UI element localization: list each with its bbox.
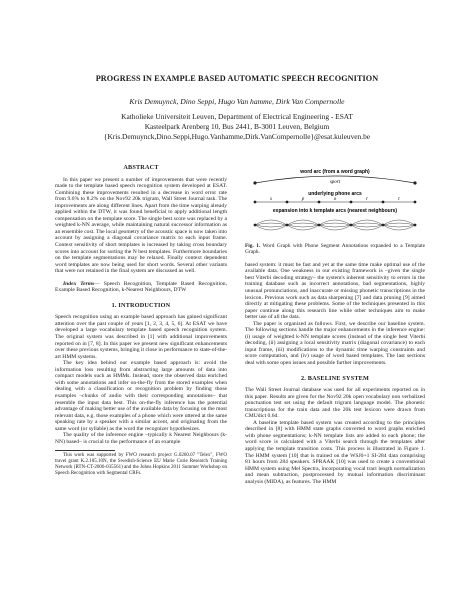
- phone-node: [350, 201, 353, 204]
- index-terms: [55, 281, 227, 294]
- affiliation-line-1: Katholieke Universiteit Leuven, Department of Electrical Engineering - ESAT: [121, 112, 353, 121]
- word-node-end: [413, 181, 416, 184]
- phone-node: [254, 201, 257, 204]
- footnote-rule: [55, 450, 115, 451]
- phone-p: p: [301, 197, 305, 202]
- intro-paragraph-3: The quality of the inference engine –typically k Nearest Neighbours (k-NN) based– is crucial to the performance of an example: [55, 432, 227, 445]
- phone-node: [414, 201, 417, 204]
- figure-1: [245, 167, 425, 241]
- intro-paragraph-2: The key idea behind our example based approach is: avoid the information loss resulting from abstracting large amounts of data into compact models such as HMMs. Instead, store the observed data enriched with some annotations and infer on-the-fly from the stored examples when dealing with a classification or recognition problem by finding those examples –chunks of audio with their corresponding annotations– that resemble the input data best. This on-the-fly inference has the potential advantage of making better use of the available data by focusing on the most relevant data, e.g. those examples of a phone which were uttered at the same speaking rate by a speaker with a similar accent, and originating from the same word (or syllable) as the word the recognizer hypothesizes.: [55, 360, 227, 432]
- index-terms-text: — Speech Recognition, Template Based Recognition, Example Based Recognition, k-Nearest Neighbours, DTW: [55, 280, 227, 294]
- intro-heading: 1. INTRODUCTION: [111, 301, 171, 309]
- affiliation-emails: {Kris.Demuynck,Dino.Seppi,Hugo.Vanhamme,Dirk.VanCompernolle}@esat.kuleuven.be: [103, 132, 371, 142]
- phone-node: [382, 201, 385, 204]
- phone-node: [318, 201, 321, 204]
- affiliation-line-2: Kasteelpark Arenberg 10, Bus 2441, B-3001 Leuven, Belgium: [144, 122, 330, 132]
- left-column: [55, 165, 227, 477]
- figure-caption-text: Word Graph with Phone Segment Annotations expanded to a Template Graph.: [245, 243, 425, 256]
- figure-label-expansion: expansion into k template arcs (nearest neighbours): [272, 208, 398, 214]
- author-list: Kris Demuynck, Dino Seppi, Hugo Van hamme, Dirk Van Compernolle: [129, 97, 345, 106]
- figure-caption-label: Fig. 1.: [245, 243, 261, 249]
- template-arcs: [255, 220, 415, 230]
- phone-s: s: [270, 197, 272, 202]
- baseline-paragraph-1: The Wall Street Journal database was used for all experiments reported on in this paper. Results are given for the Nov92 20k open vocabulary non verbalized punctuation test set using the default trigram language model. The phonetic transcriptions for the train data and the 20k test lexicon were drawn from CMUdict 0.6d.: [245, 387, 425, 420]
- word-sport: sport: [329, 180, 341, 185]
- figure-label-word-arc: word arc (from a word graph): [300, 169, 370, 175]
- figure-label-phone-arcs: underlying phone arcs: [308, 191, 362, 197]
- abstract-heading: ABSTRACT: [123, 164, 159, 171]
- phone-t: t: [398, 197, 400, 202]
- right-column: [245, 167, 425, 485]
- template-nodes: [254, 224, 417, 227]
- word-node-start: [253, 181, 256, 184]
- baseline-heading: 2. BASELINE SYSTEM: [300, 374, 370, 382]
- word-graph-diagram: [245, 167, 425, 241]
- index-terms-label: Index Terms: [63, 280, 95, 287]
- phone-o: o: [333, 197, 337, 202]
- figure-1-caption: [245, 243, 425, 256]
- affiliation-block: [0, 112, 474, 143]
- abstract-text: In this paper we present a number of improvements that were recently made to the template based speech recognition system developed at ESAT. Combining these improvements resulted in a decrease in word error rate from 9.6% to 8.2% on the Nov92 20k trigram, Wall Street Journal task. The improvements are along different lines. Apart from the time warping already applied within the DTW, it was found beneficial to apply additional length compensation on the template score. The single best score was replaced by a weighted k-NN average, while maintaining natural successor information as an ensemble cost. The local geometry of the acoustic space is now taken into account by assigning a diagonal covariance matrix to each input frame. Context sensitivity of short templates is increased by taking cross boundary scores into account for sorting the N best templates. Furthermore boundaries on the template segmentations may be relaxed. Finally context dependent word templates are now being used for short words. Several other variants that were not retained in the final system are discussed as well.: [55, 176, 228, 275]
- baseline-paragraph-2: A baseline template based system was created according to the principles described in [8] with HMM state graphs converted to word graphs enriched with phone segmentations; k-NN template lists are added to each phone; the word score is calculated with a Viterbi search through the templates after applying the template transition costs. This process is illustrated in Figure 1. The HMM system [10] that is trained on the WSJ0+1 SI-284 data comprising 81 hours from 284 speakers. SPRAAK [10] was used to create a conventional HMM system using Mel Spectra, incorporating vocal tract length normalization and mean subtraction, postprocessed by mutual information discriminant analysis (MIDA), as features. The HMM: [245, 419, 425, 485]
- right-paragraph-2: The paper is organized as follows. First, we describe our baseline system. The following sections handle the major enhancements in the inference engine: (i) usage of weighted k-NN template scores (instead of the single best Viterbi decoding, (ii) assigning a local sensitivity matrix (diagonal covariance) to each input frame, (iii) modifications to the dynamic time warping constraints and score computation, and (iv) usage of word based templates. The last sections deal with some open issues and possible further improvements.: [245, 320, 425, 367]
- right-paragraph-1: based system: it must be fast and yet at the same time make optimal use of the available data. One weakness in our existing framework is –given the single best Viterbi decoding strategy– the system's inherent sensitivity to errors in the training database such as incorrect annotations, bad segmentations, highly unusual pronunciations, and inaccurate or missing phonetic transcriptions in the lexicon. Previous work such as data sharpening [7] and data pruning [9] aimed directly at mitigating these problems. Some of the techniques presented in this paper continue along this research line while other techniques aim to make better use of all the data.: [245, 261, 425, 321]
- phone-node: [286, 201, 289, 204]
- intro-paragraph-1: Speech recognition using an example based approach has gained significant attention over the past couple of years [1, 2, 3, 4, 5, 6]. At ESAT we have developed a large vocabulary template based speech recognition system. The original system was described in [1] with additional improvements reported on in [7, 8]. In this paper we present new significant enhancements over these previous systems, bringing it close in performance to state-of-the-art HMM systems.: [55, 314, 227, 360]
- phone-r: r: [366, 197, 368, 202]
- paper-title: PROGRESS IN EXAMPLE BASED AUTOMATIC SPEECH RECOGNITION: [95, 74, 379, 83]
- footnote: This work was supported by FWO research project G.0260.07 "Telex", FWO travel grant K.2.105.10N, the Swedish-Science EU Marie Curie Research Training Network (RTN-CT-2006-035561) and the Johns Hopkins 2011 Summer Workshop on Speech Recognition with Segmental CRFs.: [55, 453, 227, 477]
